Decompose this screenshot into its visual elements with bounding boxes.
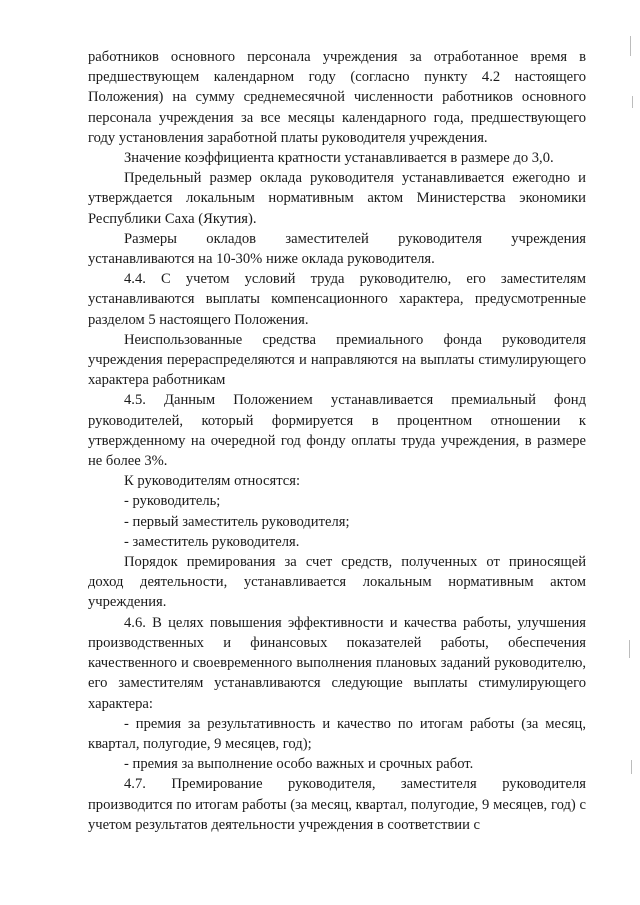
scan-edge-mark: [632, 96, 633, 108]
paragraph: Размеры окладов заместителей руководителя учреждения устанавливаются на 10-30% ниже оклада руководителя.: [88, 230, 586, 268]
paragraph: К руководителям относятся:: [124, 473, 301, 490]
scan-edge-mark: [631, 760, 632, 774]
list-item: - руководитель;: [124, 493, 221, 510]
list-item: - премия за результативность и качество по итогам работы (за месяц, квартал, полугодие, 9 месяцев, год);: [88, 715, 586, 752]
paragraph: 4.4. С учетом условий труда руководителю, его заместителям устанавливаются выплаты компенсационного характера, предусмотренные разделом 5 настоящего Положения.: [88, 271, 586, 328]
paragraph: Порядок премирования за счет средств, полученных от приносящей доход деятельности, устанавливается локальным нормативным актом учреждения.: [88, 554, 586, 611]
paragraph: 4.6. В целях повышения эффективности и качества работы, улучшения производственных и финансовых показателей работы, обеспечения качественного и своевременного выполнения плановых заданий руководителю, его заместителям устанавливаются следующие выплаты стимулирующего характера:: [88, 614, 586, 712]
list-item: - заместитель руководителя.: [124, 533, 300, 550]
scan-edge-mark: [630, 36, 631, 56]
document-body: [88, 47, 586, 835]
list-item: - премия за выполнение особо важных и срочных работ.: [124, 756, 474, 773]
paragraph: 4.5. Данным Положением устанавливается премиальный фонд руководителей, который формируется в процентном отношении к утвержденному на очередной год фонду оплаты труда учреждения, в размере не более 3%.: [88, 392, 586, 470]
list-item: - первый заместитель руководителя;: [124, 513, 350, 530]
paragraph: Неиспользованные средства премиального фонда руководителя учреждения перераспределяются и направляются на выплаты стимулирующего характера работникам: [88, 331, 586, 389]
paragraph: 4.7. Премирование руководителя, заместителя руководителя производится по итогам работы (за месяц, квартал, полугодие, 9 месяцев, год) с учетом результатов деятельности учреждения в соответствии с: [88, 776, 586, 833]
paragraph: Значение коэффициента кратности устанавливается в размере до 3,0.: [124, 150, 554, 167]
paragraph: работников основного персонала учреждения за отработанное время в предшествующем календарном году (согласно пункту 4.2 настоящего Положения) на сумму среднемесячной численности работников основного персонала учреждения за все месяцы календарного года, предшествующего году установления заработной платы руководителя учреждения.: [88, 49, 586, 146]
paragraph: Предельный размер оклада руководителя устанавливается ежегодно и утверждается локальным нормативным актом Министерства экономики Республики Саха (Якутия).: [88, 170, 586, 227]
scan-edge-mark: [629, 640, 630, 658]
